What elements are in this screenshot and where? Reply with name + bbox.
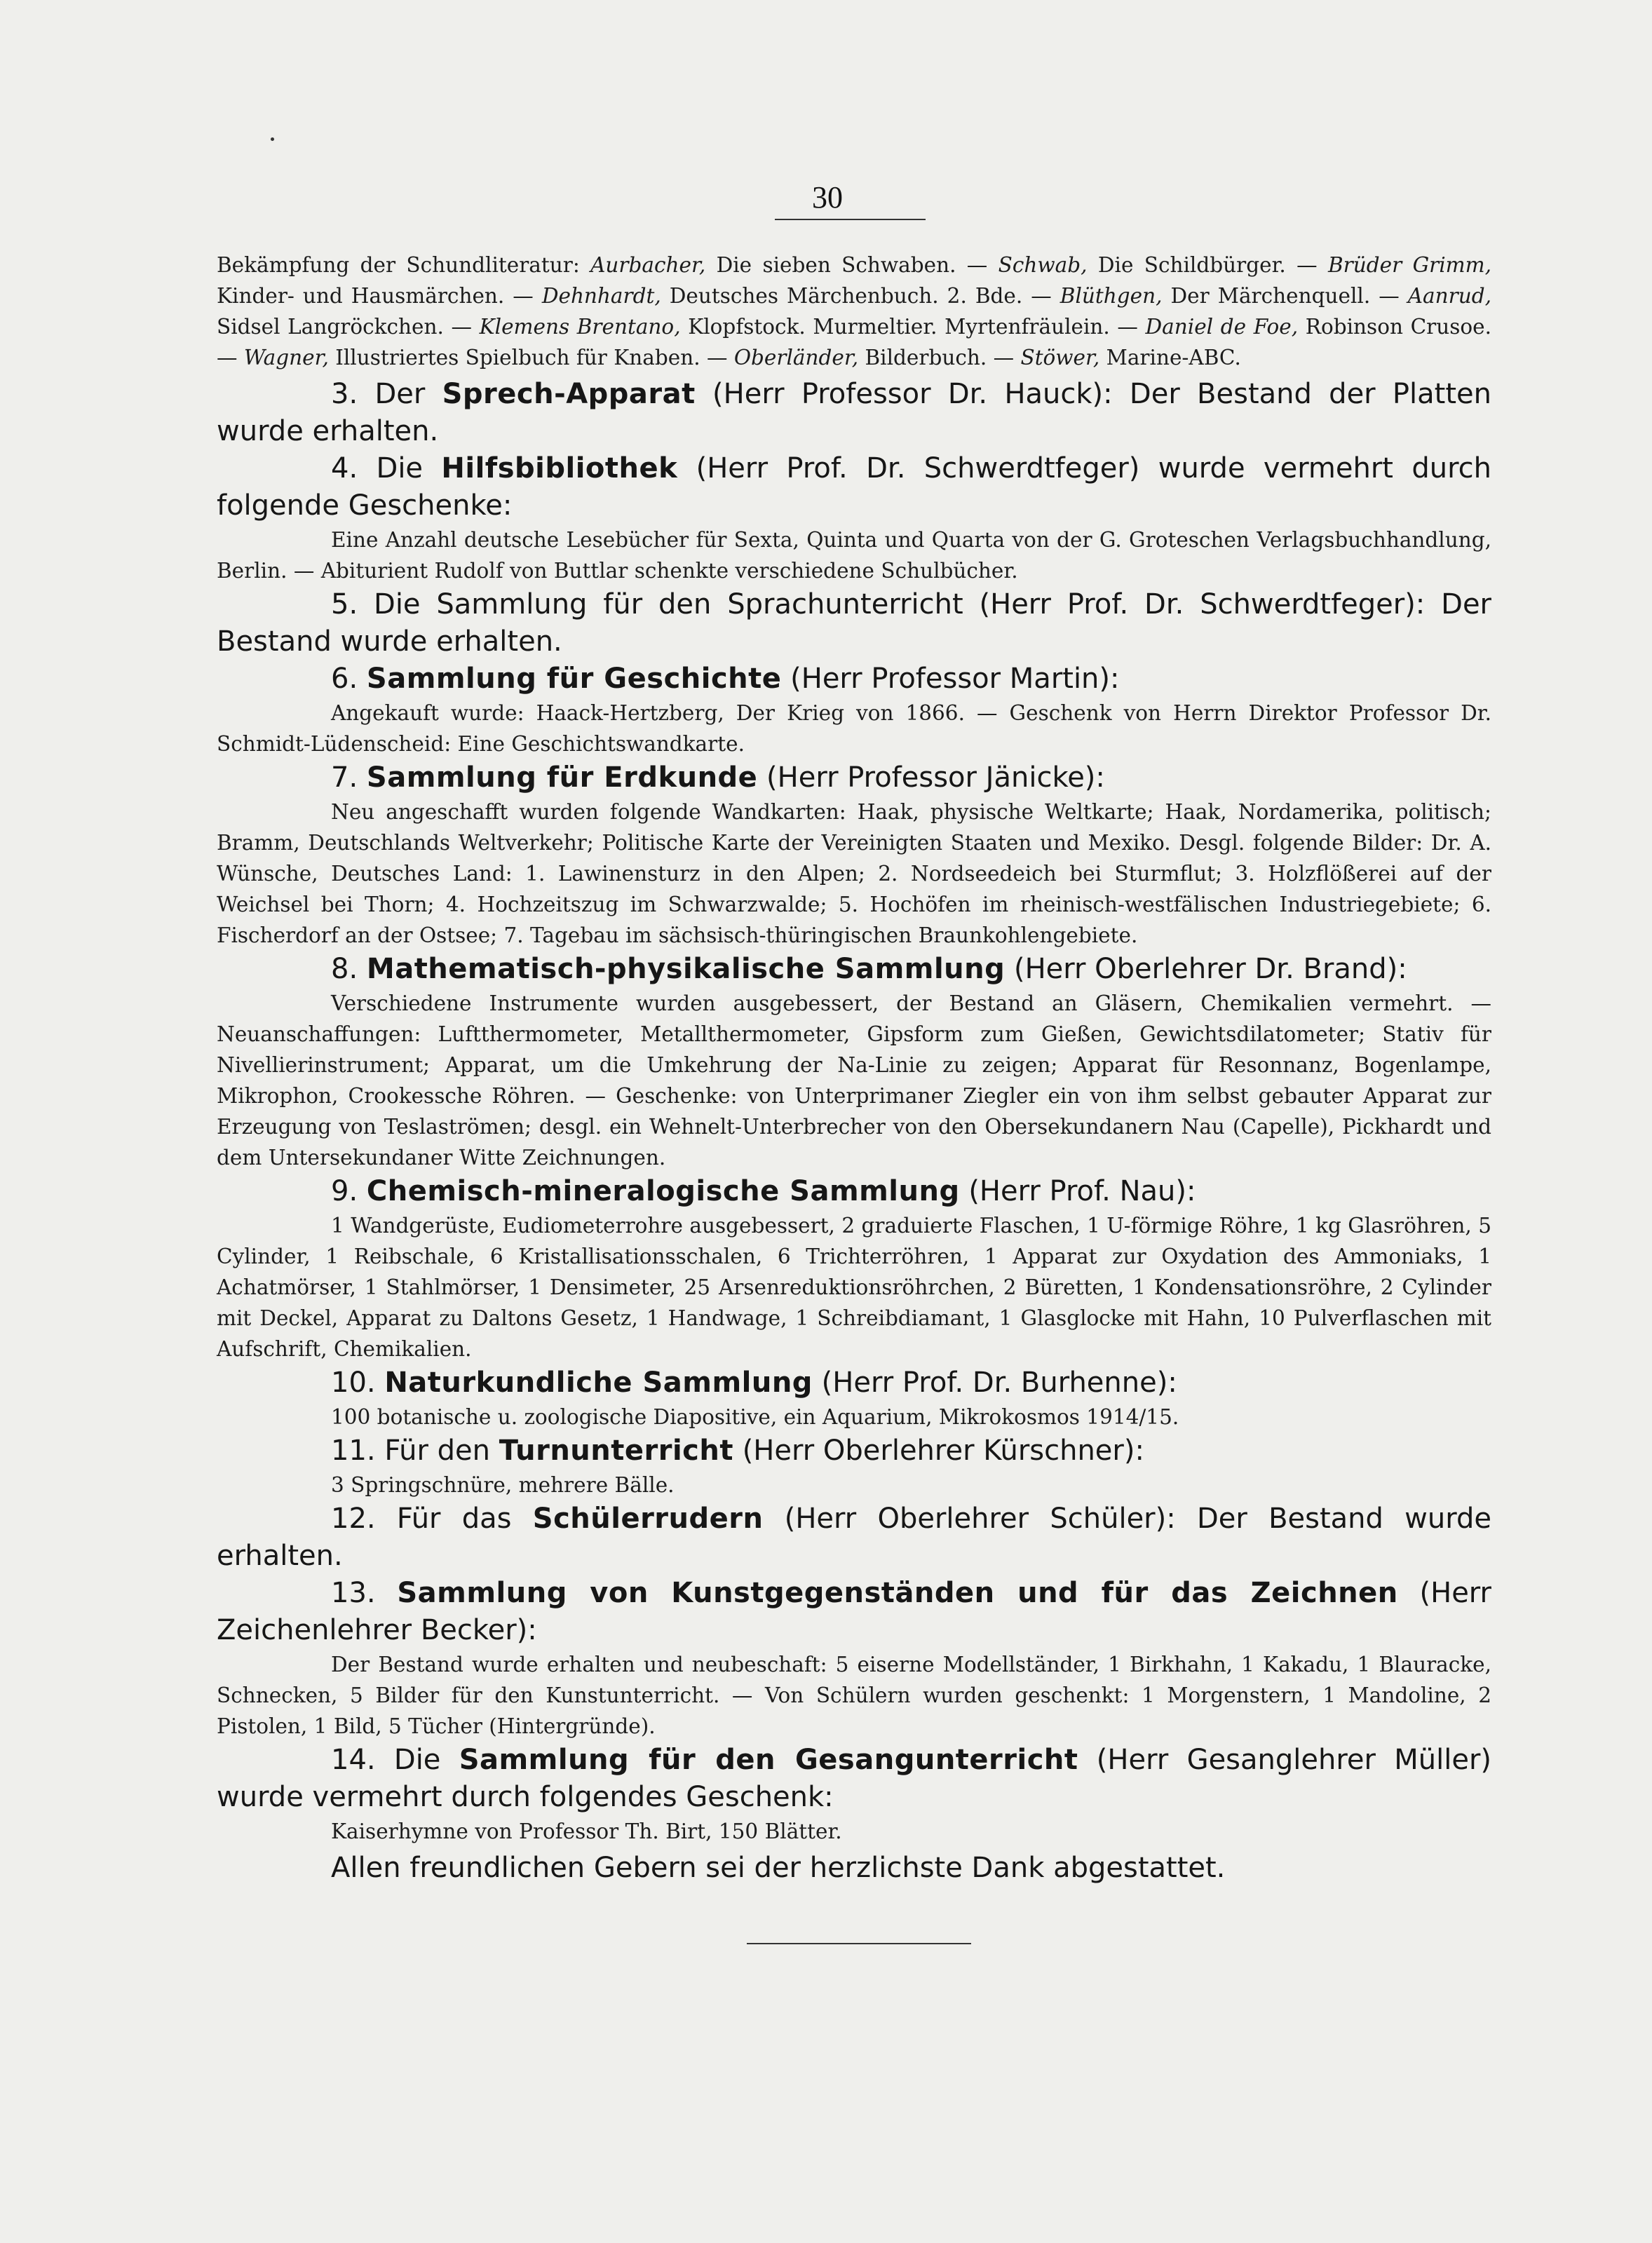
- section-detail: (Herr Oberlehrer Schüler): Der Bestand wurde erhalten.: [217, 1503, 1491, 1572]
- section-number: 13.: [331, 1577, 398, 1609]
- section-body: Eine Anzahl deutsche Lesebücher für Sexta, Quinta und Quarta von der G. Groteschen Verlagsbuchhandlung, Berlin. — Abiturient Rudolf von Buttlar schenkte verschiedene Schulbücher.: [217, 528, 1491, 583]
- section-detail: (Herr Oberlehrer Dr. Brand):: [1005, 953, 1407, 985]
- section-body: Verschiedene Instrumente wurden ausgebessert, der Bestand an Gläsern, Chemikalien vermehrt. — Neuanschaffungen: Luftthermometer, Metallthermometer, Gipsform zum Gießen, Gewichtsdilatometer; Stativ für Nivellierinstrument; Apparat, um die Umkehrung der Na-Linie zu zeigen; Apparat für Resonnanz, Bogenlampe, Mikrophon, Crookessche Röhren. — Geschenke: von Unterprimaner Ziegler ein von ihm selbst gebauter Apparat zur Erzeugung von Teslaströmen; desgl. ein Wehnelt-Unterbrecher von den Obersekundanern Nau (Capelle), Pickhardt und dem Untersekundaner Witte Zeichnungen.: [217, 991, 1491, 1170]
- section-title: Sammlung für Erdkunde: [366, 761, 758, 794]
- section-title: Turnunterricht: [499, 1435, 733, 1467]
- author-name: Aurbacher,: [590, 253, 706, 277]
- section-number: 11. Für den: [331, 1435, 499, 1467]
- intro-paragraph: [217, 250, 1491, 373]
- sections-list: [217, 376, 1491, 1847]
- intro-text: Marine-ABC.: [1099, 346, 1241, 370]
- section-title: Naturkundliche Sammlung: [384, 1367, 813, 1399]
- section-number: 12. Für das: [331, 1503, 533, 1535]
- intro-text: Klopfstock. Murmeltier. Myrtenfräulein. —: [680, 315, 1146, 339]
- section-body: Neu angeschafft wurden folgende Wandkarten: Haak, physische Weltkarte; Haak, Nordamerika, politisch; Bramm, Deutschlands Weltverkehr; Politische Karte der Vereinigten Staaten und Mexiko. Desgl. folgende Bilder: Dr. A. Wünsche, Deutsches Land: 1. Lawinensturz in den Alpen; 2. Nordseedeich bei Sturmflut; 3. Holzflößerei auf der Weichsel bei Thorn; 4. Hochzeitszug im Schwarzwalde; 5. Hochöfen im rheinisch-westfälischen Industriegebiete; 6. Fischerdorf an der Ostsee; 7. Tagebau im sächsisch-thüringischen Braunkohlengebiete.: [217, 800, 1491, 947]
- section-number: 6.: [331, 663, 367, 695]
- section-body: 3 Springschnüre, mehrere Bälle.: [331, 1473, 675, 1497]
- section-body: Kaiserhymne von Professor Th. Birt, 150 Blätter.: [331, 1820, 842, 1843]
- section-title: Mathematisch-physikalische Sammlung: [366, 953, 1006, 985]
- section-number: 10.: [331, 1367, 385, 1399]
- section-detail: (Herr Prof. Dr. Burhenne):: [812, 1367, 1177, 1399]
- section-number: 9.: [331, 1175, 367, 1207]
- intro-text: Die sieben Schwaben. —: [705, 253, 998, 277]
- bottom-rule: [747, 1943, 971, 1944]
- closing-line: Allen freundlichen Gebern sei der herzlichste Dank abgestattet.: [331, 1852, 1226, 1884]
- intro-text: Sidsel Langröckchen. —: [217, 315, 480, 339]
- author-name: Schwab,: [998, 253, 1088, 277]
- intro-text: Der Märchenquell. —: [1162, 284, 1408, 308]
- section-heading: [217, 1432, 1491, 1470]
- section-title: Sprech-Apparat: [442, 378, 696, 410]
- section-title: Sammlung für den Gesangunterricht: [459, 1744, 1078, 1776]
- section-heading: [217, 1500, 1491, 1575]
- intro-text: Kinder- und Hausmärchen. —: [217, 284, 542, 308]
- author-name: Stöwer,: [1020, 346, 1100, 370]
- author-name: Oberländer,: [733, 346, 859, 370]
- section-heading: [217, 951, 1491, 988]
- section-detail: (Herr Gesanglehrer Müller) wurde vermehrt durch folgendes Geschenk:: [217, 1744, 1491, 1813]
- section-title: Schülerrudern: [532, 1503, 764, 1535]
- section-heading: [217, 1173, 1491, 1210]
- section-heading: [217, 450, 1491, 524]
- author-name: Daniel de Foe,: [1145, 315, 1299, 339]
- section-detail: (Herr Prof. Dr. Schwerdtfeger) wurde vermehrt durch folgende Geschenke:: [217, 452, 1491, 522]
- section-title: Hilfsbibliothek: [441, 452, 678, 484]
- section-heading: [217, 586, 1491, 660]
- page-content: [217, 250, 1491, 1887]
- author-name: Blüthgen,: [1059, 284, 1163, 308]
- intro-text: Illustriertes Spielbuch für Knaben. —: [328, 346, 734, 370]
- section-number: 7.: [331, 761, 367, 794]
- author-name: Aanrud,: [1407, 284, 1492, 308]
- section-heading: [217, 660, 1491, 698]
- section-heading: [217, 376, 1491, 450]
- section-detail: (Herr Professor Martin):: [781, 663, 1120, 695]
- section-number: 14. Die: [331, 1744, 459, 1776]
- section-detail: (Herr Professor Dr. Hauck): Der Bestand der Platten wurde erhalten.: [217, 378, 1491, 447]
- author-name: Klemens Brentano,: [479, 315, 681, 339]
- section-number: 3. Der: [331, 378, 442, 410]
- section-title: Sammlung von Kunstgegenständen und für das Zeichnen: [397, 1577, 1398, 1609]
- section-title: Sammlung für Geschichte: [366, 663, 782, 695]
- section-heading: [217, 1742, 1491, 1816]
- intro-text: Bekämpfung der Schundliteratur:: [217, 253, 591, 277]
- section-detail: (Herr Prof. Nau):: [959, 1175, 1196, 1207]
- section-heading: [217, 1575, 1491, 1649]
- section-detail: (Herr Oberlehrer Kürschner):: [733, 1435, 1144, 1467]
- intro-text: Die Schildbürger. —: [1087, 253, 1328, 277]
- intro-text: Deutsches Märchenbuch. 2. Bde. —: [661, 284, 1060, 308]
- intro-text: Robinson Crusoe. —: [217, 315, 1491, 370]
- author-name: Dehnhardt,: [541, 284, 661, 308]
- author-name: Wagner,: [243, 346, 329, 370]
- section-body: Angekauft wurde: Haack-Hertzberg, Der Krieg von 1866. — Geschenk von Herrn Direktor Professor Dr. Schmidt-Lüdenscheid: Eine Geschichtswandkarte.: [217, 701, 1491, 756]
- top-rule: [775, 219, 926, 220]
- section-heading: [217, 1364, 1491, 1402]
- author-name: Brüder Grimm,: [1328, 253, 1491, 277]
- section-body: Der Bestand wurde erhalten und neubeschaft: 5 eiserne Modellständer, 1 Birkhahn, 1 Kakadu, 1 Blauracke, Schnecken, 5 Bilder für den Kunstunterricht. — Von Schülern wurden geschenkt: 1 Morgenstern, 1 Mandoline, 2 Pistolen, 1 Bild, 5 Tücher (Hintergründe).: [217, 1653, 1491, 1738]
- section-number: 5. Die Sammlung für den Sprachunterricht (Herr Prof. Dr. Schwerdtfeger): Der Bestand wurde erhalten.: [217, 588, 1491, 658]
- section-number: 8.: [331, 953, 367, 985]
- section-detail: (Herr Zeichenlehrer Becker):: [217, 1577, 1491, 1646]
- speck-mark: [271, 137, 274, 141]
- page-number: 30: [812, 180, 843, 215]
- section-number: 4. Die: [331, 452, 442, 484]
- section-title: Chemisch-mineralogische Sammlung: [366, 1175, 960, 1207]
- section-detail: (Herr Professor Jänicke):: [757, 761, 1105, 794]
- section-body: 1 Wandgerüste, Eudiometerrohre ausgebessert, 2 graduierte Flaschen, 1 U-förmige Röhre, 1 kg Glasröhren, 5 Cylinder, 1 Reibschale, 6 Kristallisationsschalen, 6 Trichterröhren, 1 Apparat zur Oxydation des Ammoniaks, 1 Achatmörser, 1 Stahlmörser, 1 Densimeter, 25 Arsenreduktionsröhrchen, 2 Büretten, 1 Kondensationsröhre, 2 Cylinder mit Deckel, Apparat zu Daltons Gesetz, 1 Handwage, 1 Schreibdiamant, 1 Glasglocke mit Hahn, 10 Pulverflaschen mit Aufschrift, Chemikalien.: [217, 1214, 1491, 1361]
- section-body: 100 botanische u. zoologische Diapositive, ein Aquarium, Mikrokosmos 1914/15.: [331, 1405, 1179, 1429]
- intro-text: Bilderbuch. —: [858, 346, 1021, 370]
- section-heading: [217, 759, 1491, 797]
